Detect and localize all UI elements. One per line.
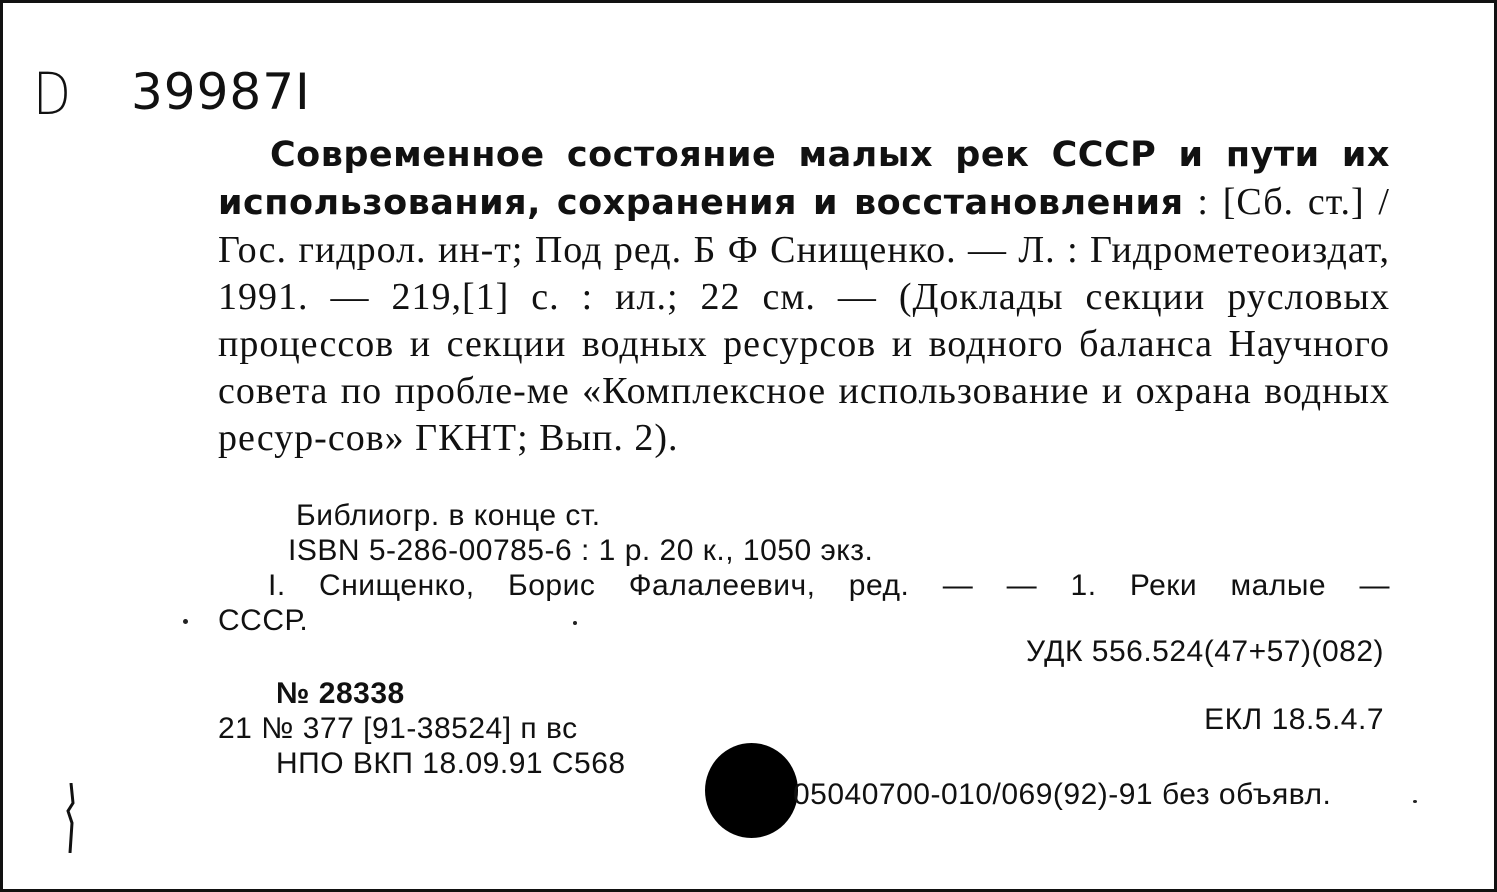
ekl-code: ЕКЛ 18.5.4.7 (1204, 703, 1384, 736)
subject-headings-continued: СССР. (218, 604, 309, 637)
isbn-line: ISBN 5-286-00785-6 : 1 р. 20 к., 1050 экз. (288, 534, 874, 567)
punch-hole (705, 743, 798, 838)
speck (1413, 800, 1417, 803)
handwritten-number: 39987I (131, 63, 311, 121)
order-line: 21 № 377 [91-38524] п вс (218, 712, 578, 745)
description-body: : [Сб. ст.] / Гос. гидрол. ин-т; Под ред. Б Ф Снищенко. — Л. : Гидрометеоиздат, 1991. — 219,[1] с. : ил.; 22 см. — (Доклады секции русловых процессов и секции водных ресурсов и водного баланса Научного совета по пробле-ме «Комплексное использование и охрана водных ресур-сов» ГКНТ; Вып. 2). (218, 181, 1390, 459)
speck (183, 619, 188, 624)
book-title: Современное состояние малых рек СССР и пути их использования, сохранения и восстановления (218, 135, 1390, 223)
handwritten-letter: D (33, 60, 71, 128)
card-number: № 28338 (276, 677, 405, 710)
registration-block (218, 676, 626, 781)
subject-headings: I. Снищенко, Борис Фалалеевич, ред. — — 1. Реки малые — (268, 569, 1390, 602)
notes-block (218, 498, 1390, 638)
publisher-line: НПО ВКП 18.09.91 С568 (276, 747, 626, 780)
scan-mark-icon (65, 783, 75, 853)
bibliography-note: Библиогр. в конце ст. (296, 499, 601, 532)
catalog-code: 05040700-010/069(92)-91 без объявл. (793, 778, 1332, 811)
udk-code: УДК 556.524(47+57)(082) (1025, 635, 1384, 668)
speck (573, 621, 577, 625)
bibliographic-description (218, 131, 1390, 462)
